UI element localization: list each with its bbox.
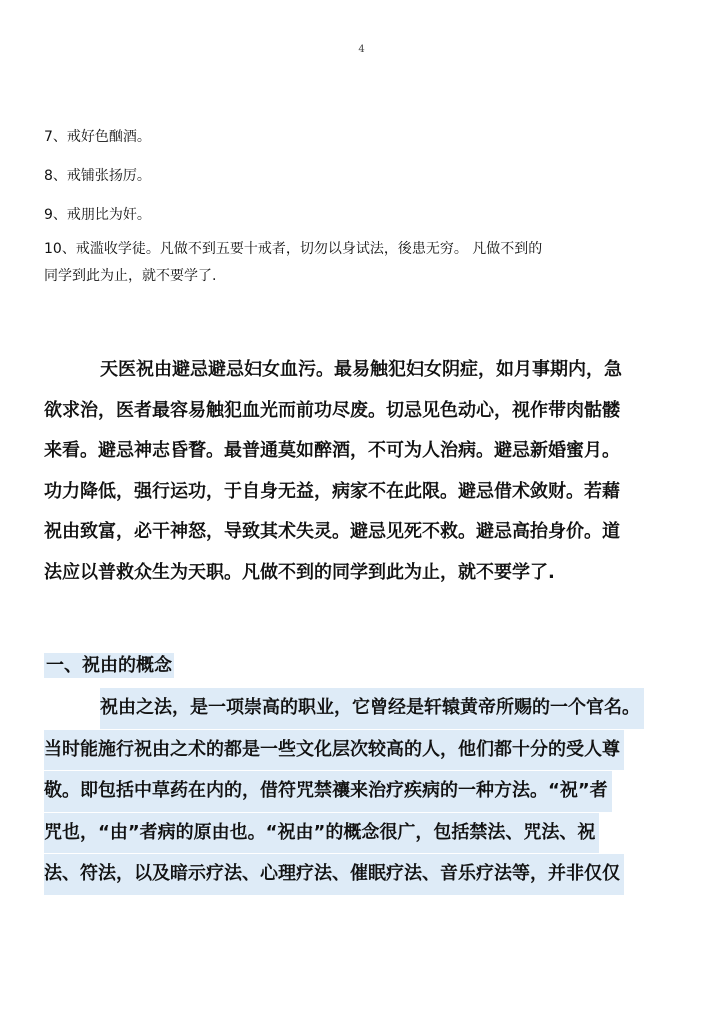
paragraph-line [44,771,678,812]
paragraph-line: 法应以普救众生为天职。凡做不到的同学到此为止，就不要学了. [44,561,555,583]
taboo-paragraph [44,350,678,593]
section-heading-text: 一、祝由的概念 [46,655,172,676]
paragraph-line [44,730,678,771]
paragraph-line [44,813,678,854]
paragraph-line: 功力降低，强行运功，于自身无益，病家不在此限。避忌借术敛财。若藉 [44,480,620,502]
paragraph-line: 天医祝由避忌避忌妇女血污。最易触犯妇女阴症，如月事期内，急 [100,359,622,380]
paragraph-line [44,854,678,895]
rule-item-10 [44,236,674,290]
rule-10-line: 10、戒滥收学徒。凡做不到五要十戒者，切勿以身试法，後患无穷。 凡做不到的 [44,241,543,257]
rule-item-9: 9、戒朋比为奸。 [44,207,151,223]
highlighted-text: 咒也，“由”者病的原由也。“祝由”的概念很广，包括禁法、咒法、祝 [44,813,599,854]
rule-10-line: 同学到此为止，就不要学了. [44,268,217,284]
highlighted-text: 敬。即包括中草药在内的，借符咒禁禳来治疗疾病的一种方法。“祝”者 [44,771,612,812]
rule-item-8: 8、戒铺张扬厉。 [44,168,151,184]
highlighted-text: 当时能施行祝由之术的都是一些文化层次较高的人，他们都十分的受人尊 [44,730,624,771]
paragraph-line: 欲求治，医者最容易触犯血光而前功尽废。切忌见色动心，视作带肉骷髅 [44,399,620,421]
rule-item-7: 7、戒好色酗酒。 [44,129,151,145]
paragraph-line: 来看。避忌神志昏瞀。最普通莫如醉酒，不可为人治病。避忌新婚蜜月。 [44,440,620,461]
page-number: 4 [358,44,365,55]
section-heading [44,651,174,681]
highlighted-text: 祝由之法，是一项崇高的职业，它曾经是轩辕黄帝所赐的一个官名。 [100,688,644,729]
paragraph-line [44,688,678,729]
concept-paragraph [44,688,678,896]
highlighted-text: 法、符法，以及暗示疗法、心理疗法、催眠疗法、音乐疗法等，并非仅仅 [44,854,624,895]
paragraph-line: 祝由致富，必干神怒，导致其术失灵。避忌见死不救。避忌高抬身价。道 [44,521,620,542]
